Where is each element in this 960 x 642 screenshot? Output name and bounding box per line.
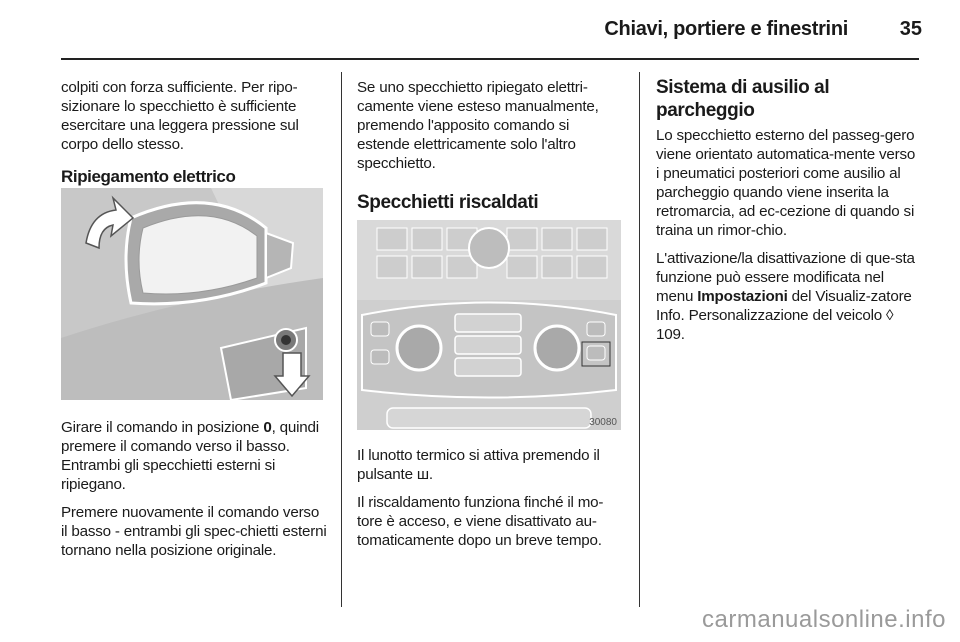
figure-code: 30080 xyxy=(589,417,617,428)
mirror-illustration-svg xyxy=(61,188,323,400)
section-heading-heated-mirrors: Specchietti riscaldati xyxy=(357,192,539,213)
text-span: Girare il comando in posizione xyxy=(61,419,264,436)
paragraph: colpiti con forza sufficiente. Per ripo-sizionare lo specchietto è sufficiente esercitare una leggera pressione sul corpo dello stesso. xyxy=(61,79,299,153)
console-illustration-svg xyxy=(357,220,621,430)
page-number: 35 xyxy=(899,18,922,40)
climate-console-illustration xyxy=(357,220,621,430)
column-divider xyxy=(639,72,640,607)
text-span: . xyxy=(428,466,433,483)
paragraph: Lo specchietto esterno del passeg-gero viene orientato automatica-mente verso i pneumatici posteriori come ausilio al parcheggio quando viene inserita la retromarcia, ad ec-cezione di quando si traina un rimor-chio. xyxy=(656,127,916,239)
rear-window-heating-icon: ш xyxy=(416,466,429,483)
paragraph: Il riscaldamento funziona finché il mo-tore è acceso, e viene disattivato au-tomaticamente dopo un breve tempo. xyxy=(357,494,604,549)
page-reference: 109. xyxy=(656,326,685,343)
text-span: del Visualiz-zatore Info. Personalizzazione del veicolo xyxy=(656,288,912,324)
text-span: Il lunotto termico si attiva premendo il pulsante xyxy=(357,447,600,483)
page-header-title: Chiavi, portiere e finestrini xyxy=(604,18,848,40)
paragraph: Se uno specchietto ripiegato elettri-camente viene esteso manualmente, premendo l'apposito comando si estende elettricamente solo l'altro specchietto. xyxy=(357,79,599,172)
column-1-lower xyxy=(61,418,327,569)
text-span: L'attivazione/la disattivazione di que-sta funzione può essere modificata nel menu xyxy=(656,250,915,305)
column-2 xyxy=(357,78,625,214)
menu-name: Impostazioni xyxy=(697,288,788,305)
mirror-folding-illustration xyxy=(61,188,323,400)
watermark: carmanualsonline.info xyxy=(702,606,946,633)
paragraph xyxy=(656,249,922,344)
paragraph: Premere nuovamente il comando verso il basso - entrambi gli spec-chietti esterni tornano nella posizione originale. xyxy=(61,504,327,559)
column-2-lower xyxy=(357,446,625,559)
position-label: 0 xyxy=(263,419,272,436)
section-heading-parking-assist: Sistema di ausilio al parcheggio xyxy=(656,77,830,121)
text-span: , quindi premere il comando verso il basso. Entrambi gli specchietti esterni si ripiegano. xyxy=(61,419,319,493)
paragraph xyxy=(357,446,625,484)
column-divider xyxy=(341,72,342,607)
header-divider xyxy=(61,58,919,60)
page-reference-icon: ◊ xyxy=(886,307,894,324)
column-1 xyxy=(61,78,327,188)
paragraph xyxy=(61,418,327,494)
column-3 xyxy=(656,76,922,353)
section-heading-electric-folding: Ripiegamento elettrico xyxy=(61,167,236,186)
